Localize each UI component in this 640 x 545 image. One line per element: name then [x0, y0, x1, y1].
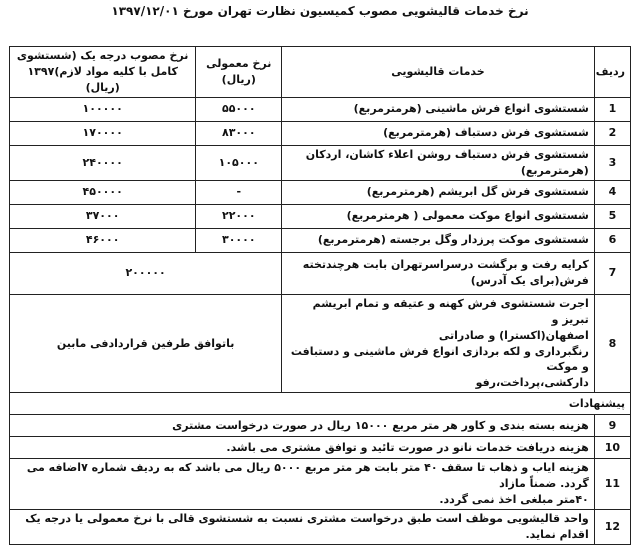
note-line: ۴۰متر مبلغی اخذ نمی گردد.: [439, 493, 589, 507]
note-num: 11: [594, 459, 630, 510]
table-row: [10, 97, 631, 121]
row-num: 3: [594, 145, 630, 180]
row-normal-rate: ۳۰۰۰۰: [196, 228, 282, 252]
header-normal-rate: نرخ معمولی (ریال): [196, 47, 282, 98]
note-row: [10, 437, 631, 459]
row-normal-rate: -: [196, 180, 282, 204]
table-row: [10, 204, 631, 228]
row-normal-rate: ۱۰۵۰۰۰: [196, 145, 282, 180]
note-row: [10, 415, 631, 437]
note-num: 10: [594, 437, 630, 459]
row-service: شستشوی انواع فرش ماشینی (هرمترمربع): [282, 97, 595, 121]
table-row: [10, 180, 631, 204]
suggestions-label: پیشنهادات: [10, 393, 631, 415]
note-text: واحد قالیشویی موظف است طبق درخواست مشتری نسبت به شستشوی قالی با نرخ معمولی یا درجه یک اقدام نماید.: [10, 510, 595, 545]
row-num: 5: [594, 204, 630, 228]
row-grade1-rate: ۱۰۰۰۰۰: [10, 97, 196, 121]
row-num: 6: [594, 228, 630, 252]
row-special-rate: باتوافق طرفین قراردادفی مابین: [10, 294, 282, 393]
service-line: رنگبرداری و لکه بردازی انواع فرش ماشینی و دستبافت و موکت: [290, 344, 589, 374]
header-service: خدمات قالیشویی: [282, 47, 595, 98]
row-service: شستشوی موکت پرزدار وگل برجسته (هرمترمربع): [282, 228, 595, 252]
row-service: کرایه رفت و برگشت درسراسرتهران بابت هرچندتخته فرش(برای یک آدرس): [282, 252, 595, 294]
header-num: ردیف: [594, 47, 630, 98]
row-service: [282, 294, 595, 393]
row-normal-rate: ۸۳۰۰۰: [196, 121, 282, 145]
page-title: نرخ خدمات قالیشویی مصوب کمیسیون نظارت تهران مورخ ۱۳۹۷/۱۲/۰۱: [111, 4, 529, 18]
note-text: هزینه دریافت خدمات نانو در صورت تائید و توافق مشتری می باشد.: [10, 437, 595, 459]
suggestions-row: [10, 393, 631, 415]
row-service: شستشوی فرش گل ابریشم (هرمترمربع): [282, 180, 595, 204]
table-row: [10, 145, 631, 180]
row-transport-rate: ۲۰۰۰۰۰: [10, 252, 282, 294]
table-row: [10, 228, 631, 252]
row-normal-rate: ۵۵۰۰۰: [196, 97, 282, 121]
note-line: هزینه ایاب و ذهاب تا سقف ۴۰ متر بابت هر متر مربع ۵۰۰۰ ریال می باشد که به ردیف شماره ۷اضافه می گردد. ضمناً مازاد: [26, 461, 589, 491]
row-service: شستشوی فرش دستباف روشن اعلاء کاشان، اردکان (هرمترمربع): [282, 145, 595, 180]
tariff-table: [9, 46, 631, 545]
row-num: 2: [594, 121, 630, 145]
header-grade1-rate: نرخ مصوب درجه یک (شستشوی کامل با کلیه مواد لازم)۱۳۹۷ (ریال): [10, 47, 196, 98]
row-num: 8: [594, 294, 630, 393]
note-text: هزینه بسته بندی و کاور هر متر مربع ۱۵۰۰۰ ریال در صورت درخواست مشتری: [10, 415, 595, 437]
note-num: 12: [594, 510, 630, 545]
row-num: 7: [594, 252, 630, 294]
row-service: شستشوی فرش دستباف (هرمترمربع): [282, 121, 595, 145]
row-normal-rate: ۲۲۰۰۰: [196, 204, 282, 228]
row-service: شستشوی انواع موکت معمولی ( هرمترمربع): [282, 204, 595, 228]
note-row: [10, 459, 631, 510]
table-header-row: [10, 47, 631, 98]
service-line: دارکشی،پرداخت،رفو: [475, 376, 589, 390]
row-num: 1: [594, 97, 630, 121]
row-grade1-rate: ۳۷۰۰۰: [10, 204, 196, 228]
note-row: [10, 510, 631, 545]
service-line: اصفهان(اکسترا) و صادراتی: [438, 328, 589, 342]
note-num: 9: [594, 415, 630, 437]
service-line: اجرت شستشوی فرش کهنه و عتیقه و تمام ابریشم تبریز و: [312, 296, 589, 326]
row-num: 4: [594, 180, 630, 204]
table-row-special: [10, 294, 631, 393]
row-grade1-rate: ۴۶۰۰۰: [10, 228, 196, 252]
row-grade1-rate: ۱۷۰۰۰۰: [10, 121, 196, 145]
row-grade1-rate: ۲۴۰۰۰۰: [10, 145, 196, 180]
row-grade1-rate: ۴۵۰۰۰۰: [10, 180, 196, 204]
table-row-transport: [10, 252, 631, 294]
table-row: [10, 121, 631, 145]
note-text: [10, 459, 595, 510]
